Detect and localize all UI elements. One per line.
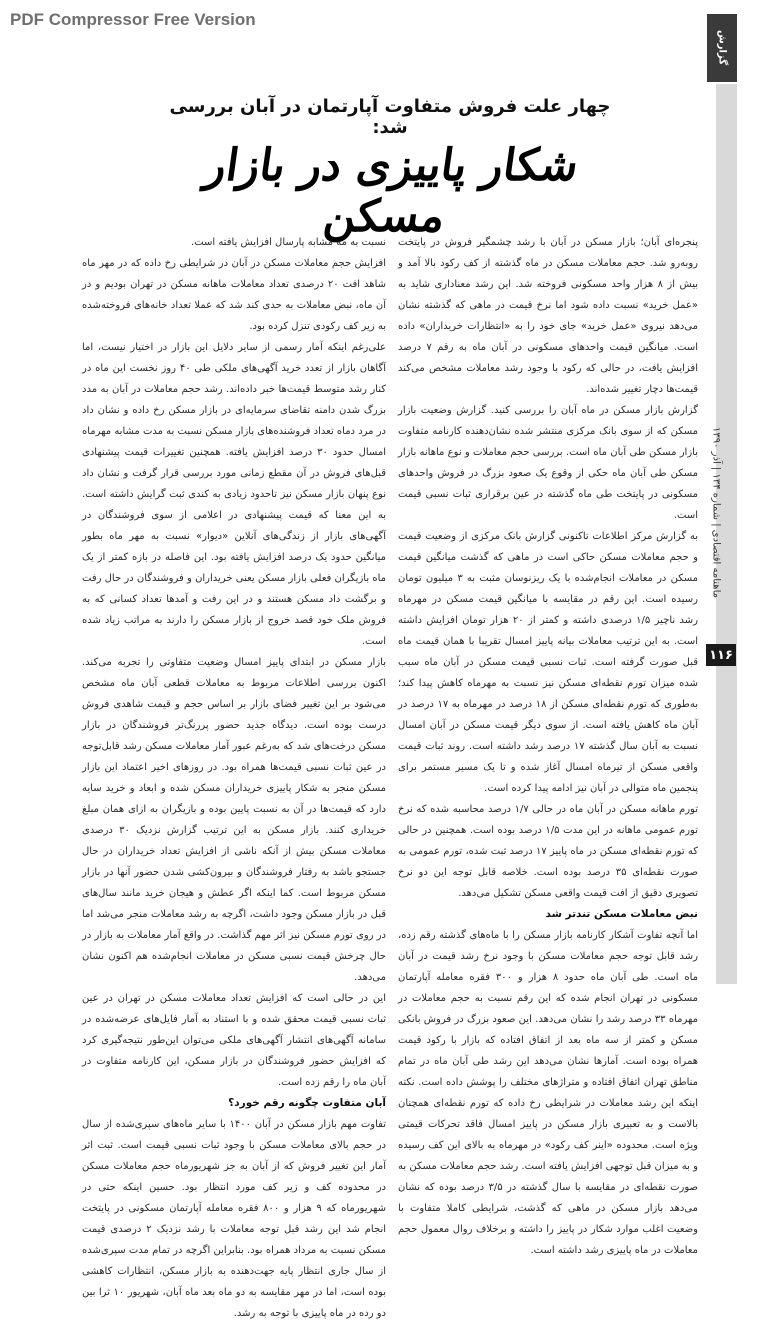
paragraph: تفاوت مهم بازار مسکن در آبان ۱۴۰۰ با سایر ماه‌های سپری‌شده از سال در حجم بالای معاملات مسکن با وجود ثبات نسبی قیمت است. ثبت اثر آمار این تغییر فروش که از آبان به جز شهریورماه حجم معاملات مسکن در محدوده کف و زیر کف مورد انتظار بود. حسین اینکه حتی در شهریورماه که ۹ هزار و ۸۰۰ فقره معامله آپارتمان مسکونی در پایتخت انجام شد این رشد قبل توجه معاملات با رشد نزدیک ۲ درصدی قیمت مسکن نسبت به مرداد همراه بود. بنابراین اگرچه در تمام مدت سپری‌شده از سال جاری انتظار پایه جهت‌دهنده به بازار مسکن، انتظارات کاهشی بوده است، اما در مهر مقایسه به دو ماه بعد ماه آبان، شهریور ۱۰ ثرا بین دو رده در ماه پاییزی با توجه به رشد. [82,1119,387,1319]
page-number: ۱۱۶ [706,644,736,666]
paragraph: پنجره‌ای آبان؛ بازار مسکن در آبان با رشد چشمگیر فروش در پایتخت روبه‌رو شد. حجم معاملات مسکن در ماه گذشته از کف رکود بالا آمد و بیش از ۸ هزار واحد مسکونی فروخته شد. این رشد معناداری شاید به «عمل خرید» نسبت داده شود اما نرخ قیمت در ماهی که گذشته نشان می‌دهد نیروی «عمل خرید» جای خود را به «انتظارات خریداران» داده است. میانگین قیمت واحدهای مسکونی در آبان ماه به رقم ۷ درصد افزایش یافت، در حالی که رکود با وجود رشد معاملات مشخص می‌کند قیمت‌ها دچار تغییر شده‌اند. [398,237,699,395]
headline: چهار علت فروش متفاوت آپارتمان در آبان بررسی شد: [169,96,611,138]
left-column [82,232,386,1324]
paragraph: این در حالی است که افزایش تعداد معاملات مسکن در تهران در عین ثبات نسبی قیمت محقق شده و با استناد به آمار فایل‌های عرضه‌شده در سامانه آگهی‌های انتشار آگهی‌های ملکی می‌توان این‌طور نتیجه‌گیری کرد که افزایش حضور فروشندگان در بازار مسکن، این کارنامه متفاوت در آبان ماه را رقم زده است. [82,993,386,1088]
paragraph: افزایش حجم معاملات مسکن در آبان در شرایطی رخ داده که در مهر ماه شاهد افت ۲۰ درصدی تعداد معاملات ماهانه مسکن در تهران بودیم و در آن ماه، نبض معاملات به حدی کند شد که عملا تعداد خانه‌های فروخته‌شده به زیر کف رکودی تنزل کرده بود. [82,258,386,332]
paragraph: بازار مسکن در ابتدای پاییز امسال وضعیت متفاوتی را تجربه می‌کند. اکنون بررسی اطلاعات مربوط به معاملات قطعی آبان ماه مشخص می‌شود بر این تغییر فضای بازار بر اساس حجم و قیمت شاهدی فروش درست بوده است. دیدگاه جدید حضور پررنگ‌تر فروشندگان در بازار مسکن درخت‌های شد که به‌رغم عبور آمار معاملات مسکن رشد قابل‌توجه در عین ثبات نسبی قیمت‌ها همراه بود. در روزهای اخیر اعتماد این بازار مسکن منجر به شکار پاییزی خریداران مسکن شده و ابعاد و خرید سایه دارد که قیمت‌ها در آن به نسبت پایین بوده و بازیگران به ازای همان مبلغ خریداری کنند. بازار مسکن به این ترتیب گزارش نزدیک ۳۰ درصدی معاملات مسکن بیش از آنکه ناشی از افزایش تعداد خریداران در حال جستجو باشد به رفتار فروشندگان و بیرون‌کشی شدن حضور آنها در بازار مسکن مربوط است. کما اینکه اگر عطش و هیجان خرید مانند سال‌های قبل در بازار مسکن وجود داشت، اگرچه به رشد معاملات منجر می‌شد اما در روی تورم مسکن نیز اثر مهم گذاشت. در واقع آمار معاملات به بازار در حال چرخش قیمت نسبی مسکن در معاملات انجام‌شده هم اکنون نشان می‌دهد. [82,657,387,983]
paragraph: علی‌رغم اینکه آمار رسمی از سایر دلایل این بازار در اختیار نیست، اما آگاهان بازار از تعدد خرید آگهی‌های ملکی طی ۴۰ روز نخست این ماه در کنار رشد متوسط قیمت‌ها خبر داده‌اند. رشد حجم معاملات در آبان به مدد بزرگ شدن دامنه تقاضای سرمایه‌ای در بازار مسکن رخ داده و نشان داد در مرد دماه تعداد فروشنده‌های بازار مسکن نسبت به مدت مشابه مهرماه امسال حدود ۳۰ درصد افزایش یافته. همچنین تغییرات قیمت پیشنهادی قبل‌های فروش در آن مقطع زمانی مورد بررسی قرار گرفت و نشان داد نوع پنهان بازار مسکن نیز تاحدود زیادی به کندی ثبت گرایش داشته است. به این معنا که قیمت پیشنهادی در اعلامی از سوی فروشندگان در آگهی‌های بازار از زندگی‌های آنلاین «دیوار» نسبت به مهر ماه بطور میانگین حدود یک درصد افزایش یافته بود. این فاصله در بازه کمتر از یک ماه بازیگران فعلی بازار مسکن یعنی خریداران و فروشندگان در حال رفت و برگشت داد مسکن هستند و در این رفت و آمدها تعداد کسانی که به فروش ملک خود قصد خروج از بازار مسکن را دارند به مراتب زیاد شده است. [82,342,386,647]
right-column [398,232,698,1261]
paragraph: تورم ماهانه مسکن در آبان ماه در حالی ۱/۷ درصد محاسبه شده که نرخ تورم عمومی ماهانه در این مدت ۱/۵ درصد بوده است. همچنین در حالی که تورم نقطه‌ای مسکن در ماه پاییز ۱۷ درصد ثبت شده، تورم عمومی به صورت نقطه‌ای ۳۵ درصد بوده است. خلاصه قابل توجه این دو نرخ تصویری دقیق از افت قیمت واقعی مسکن تشکیل می‌دهد. [398,804,698,899]
paragraph: نسبت به مه مشابه پارسال افزایش یافته است. [190,237,386,248]
paragraph: گزارش بازار مسکن در ماه آبان را بررسی کنید. گزارش وضعیت بازار مسکن که از سوی بانک مرکزی منتشر شده نشان‌دهنده کارنامه متفاوت بازار مسکن طی آبان ماه است. بررسی حجم معاملات و نوع ماهانه بازار مسکن طی آبان ماه حکی از وقوع یک صعود بزرگ در فروش واحدهای مسکونی در پایتخت طی ماه گذشته در عین برقراری ثبات نسبی قیمت است. [398,405,698,521]
main-title: شکار پاییزی در بازار مسکن [201,140,582,242]
section-tab [707,14,737,82]
subheading: نبض معاملات مسکن تندتر شد [545,908,698,920]
subheading: آبان متفاوت چگونه رقم خورد؟ [228,1097,386,1109]
watermark-text: PDF Compressor Free Version [10,10,256,29]
section-label: گزارش [716,30,728,66]
paragraph: به گزارش مرکز اطلاعات تاکنونی گزارش بانک مرکزی از وضعیت قیمت و حجم معاملات مسکن حاکی است در ماهی که گذشت میانگین قیمت مسکن در معاملات انجام‌شده با یک ریزنوسان مثبت به ۳ میلیون تومان رسیده است. این رقم در مقایسه با میانگین قیمت مسکن در مهرماه رشد ناچیز ۱/۵ درصدی داشته و کمتر از ۲۰ هزار تومان افزایش داشته است. به این ترتیب معاملات بیانه پاییز امسال تقریبا با همان قیمت ماه قبل صورت گرفته است. ثبات نسبی قیمت مسکن در آبان ماه سبب شده میزان تورم نقطه‌ای مسکن نیز نسبت به مهرماه کاهش پیدا کند؛ به‌طوری که تورم نقطه‌ای مسکن از ۱۸ درصد در مهرماه به ۱۷ درصد در آبان ماه کاهش یافته است. از سوی دیگر قیمت مسکن در آبان امسال نسبت به آبان سال گذشته ۱۷ درصد رشد داشته است. روند ثبات قیمت واقعی مسکن از تیرماه امسال آغاز شده و تا یک مسیر مستمر برای پنجمین ماه متوالی در آبان نیز ادامه پیدا کرده است. [398,531,698,794]
issue-line: ماهنامه اقتصادی | شماره ۱۳۴ | آذر ۱۳۹۰ [710,427,722,598]
paragraph: اما آنچه تفاوت آشکار کارنامه بازار مسکن را با ماه‌های گذشته رقم زده، رشد قابل توجه حجم معاملات مسکن با وجود نرخ رشد قیمت در آبان ماه است. طی آبان ماه حدود ۸ هزار و ۳۰۰ فقره معامله آپارتمان مسکونی در تهران انجام شده که این رقم نسبت به حجم معاملات در مهرماه ۳۳ درصد رشد را نشان می‌دهد. این صعود بزرگ در فروش بانکی مسکن و کمتر از سه ماه بعد از اتفاق افتاده که بازار با رکود قیمت همراه بوده است. آمارها نشان می‌دهد این رشد طی آبان ماه در تمام مناطق تهران اتفاق افتاده و متراژهای مختلف را پوشش داده است. نکته اینکه این رشد معاملات در شرایطی رخ داده که تورم نقطه‌ای همچنان بالاست و به تعبیری بازار مسکن در پاییز امسال فاقد تحرکات قیمتی ویژه است. محدوده «اینر کف رکود» در مهرماه به بالای این کف رسیده و به میزان قبل توجهی افزایش یافته است. رشد حجم معاملات مسکن به صورت نقطه‌ای در مقایسه با سال گذشته در ۳/۵ درصد بوده که نشان می‌دهد بازار مسکن در ماهی که گذشت، شرایطی کاملا متفاوت با وضعیت اغلب موارد شکار در پاییز را داشته و برخلاف روال معمول حجم معاملات در ماه پاییزی رشد داشته است. [398,930,699,1256]
